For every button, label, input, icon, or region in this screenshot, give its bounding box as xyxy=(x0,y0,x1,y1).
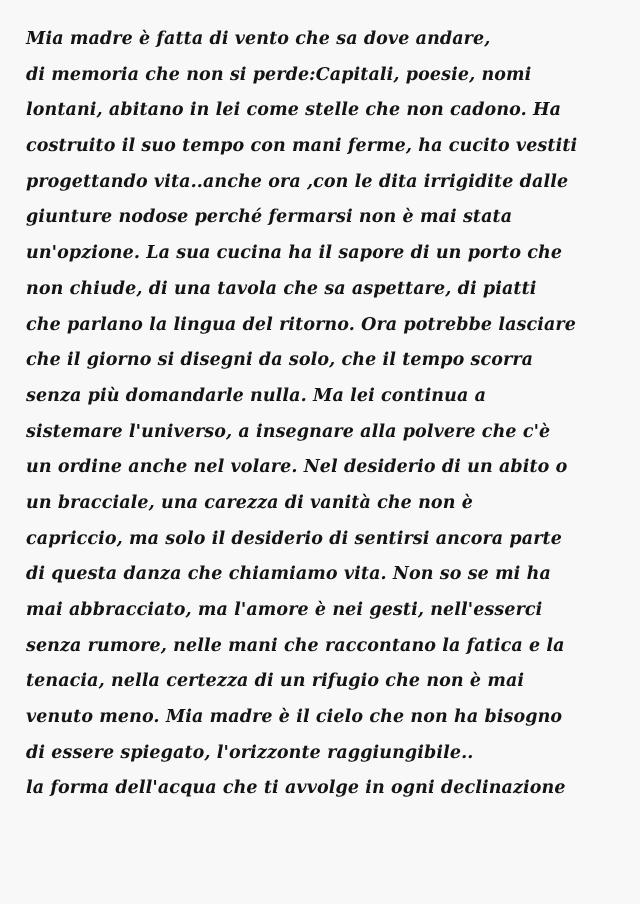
text-line-12: sistemare l'universo, a insegnare alla polvere che c'è xyxy=(26,421,551,442)
text-line-20: venuto meno. Mia madre è il cielo che non ha bisogno xyxy=(26,707,563,728)
text-line-2: di memoria che non si perde:Capitali, poesie, nomi xyxy=(26,64,532,85)
text-line-16: di questa danza che chiamiamo vita. Non so se mi ha xyxy=(26,564,551,585)
text-line-9: che parlano la lingua del ritorno. Ora potrebbe lasciare xyxy=(26,314,576,335)
text-line-13: un ordine anche nel volare. Nel desiderio di un abito o xyxy=(26,457,568,478)
text-line-6: giunture nodose perché fermarsi non è mai stata xyxy=(26,207,513,228)
text-line-4: costruito il suo tempo con mani ferme, ha cucito vestiti xyxy=(26,136,578,157)
text-line-1: Mia madre è fatta di vento che sa dove andare, xyxy=(26,29,491,49)
text-line-19: tenacia, nella certezza di un rifugio che non è mai xyxy=(26,671,525,692)
text-line-10: che il giorno si disegni da solo, che il tempo scorra xyxy=(26,350,534,371)
text-line-11: senza più domandarle nulla. Ma lei continua a xyxy=(26,385,487,406)
text-line-22: la forma dell'acqua che ti avvolge in ogni declinazione xyxy=(26,778,566,799)
text-line-7: un'opzione. La sua cucina ha il sapore di un porto che xyxy=(26,243,563,264)
handwritten-text xyxy=(26,22,626,807)
text-line-3: lontani, abitano in lei come stelle che non cadono. Ha xyxy=(26,100,562,121)
text-line-21: di essere spiegato, l'orizzonte raggiungibile.. xyxy=(26,742,474,763)
text-line-14: un bracciale, una carezza di vanità che non è xyxy=(26,492,473,513)
text-line-15: capriccio, ma solo il desiderio di sentirsi ancora parte xyxy=(26,528,562,549)
text-line-18: senza rumore, nelle mani che raccontano la fatica e la xyxy=(26,635,565,656)
text-line-8: non chiude, di una tavola che sa aspettare, di piatti xyxy=(26,278,537,299)
text-line-5: progettando vita..anche ora ,con le dita irrigidite dalle xyxy=(26,171,569,192)
text-line-17: mai abbracciato, ma l'amore è nei gesti, nell'esserci xyxy=(26,600,543,620)
